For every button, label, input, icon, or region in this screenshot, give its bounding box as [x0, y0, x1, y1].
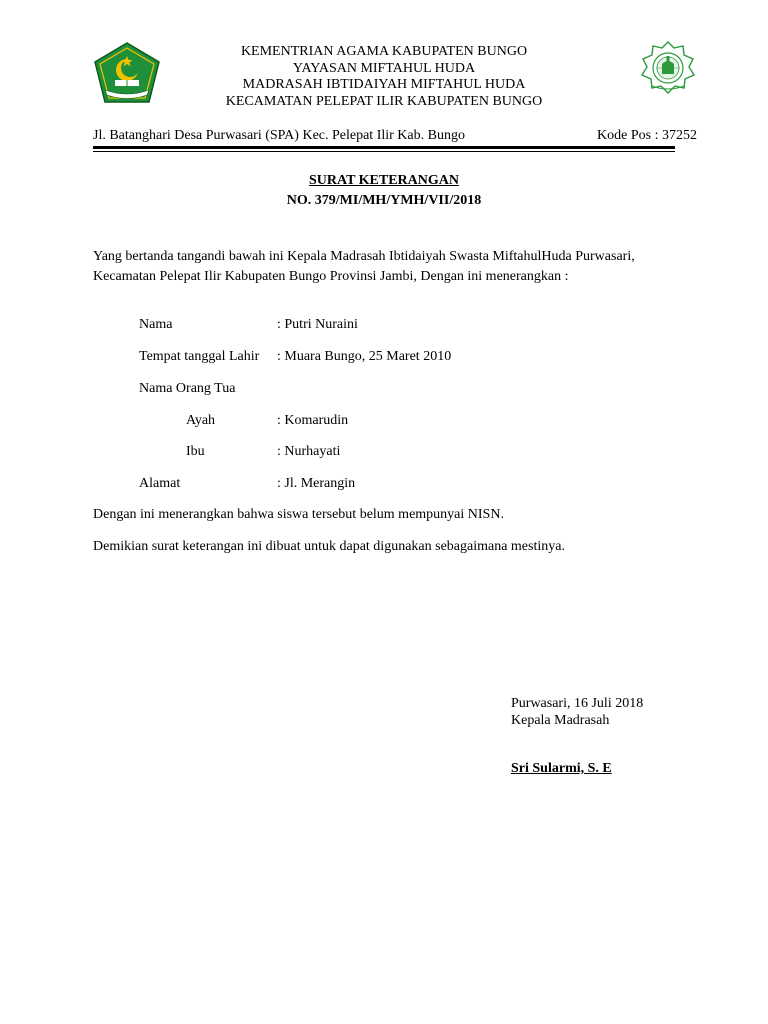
address-label: Alamat [139, 476, 181, 491]
mother-value: : Nurhayati [277, 444, 341, 459]
parents-label: Nama Orang Tua [139, 381, 236, 396]
letterhead-line-2: YAYASAN MIFTAHUL HUDA [292, 60, 476, 76]
header-divider-thin [93, 151, 675, 152]
signer-position: Kepala Madrasah [511, 713, 610, 728]
place-date: Purwasari, 16 Juli 2018 [511, 696, 644, 711]
address-value: : Jl. Merangin [277, 476, 356, 491]
street-address: Jl. Batanghari Desa Purwasari (SPA) Kec. Pelepat Ilir Kab. Bungo [93, 128, 465, 143]
nisn-statement: Dengan ini menerangkan bahwa siswa tersebut belum mempunyai NISN. [93, 507, 504, 522]
document-number: NO. 379/MI/MH/YMH/VII/2018 [286, 193, 482, 208]
signer-name: Sri Sularmi, S. E [511, 761, 612, 776]
intro-paragraph: Yang bertanda tangandi bawah ini Kepala Madrasah Ibtidaiyah Swasta MiftahulHuda Purwasari, Kecamatan Pelepat Ilir Kabupaten Bungo Provinsi Jambi, Dengan ini menerangkan : [93, 249, 635, 284]
document-title-block [0, 171, 768, 211]
signature-block [511, 695, 643, 729]
birth-label: Tempat tanggal Lahir [139, 349, 260, 364]
mother-label: Ibu [186, 444, 205, 459]
letterhead-line-3: MADRASAH IBTIDAIYAH MIFTAHUL HUDA [242, 77, 526, 92]
name-label: Nama [139, 317, 173, 332]
document-title: SURAT KETERANGAN [308, 173, 459, 188]
father-value: : Komarudin [277, 413, 349, 428]
closing-paragraph: Demikian surat keterangan ini dibuat untuk dapat digunakan sebagaimana mestinya. [93, 539, 565, 554]
father-label: Ayah [186, 413, 216, 428]
kemenag-logo [93, 42, 161, 104]
miftahul-huda-logo [638, 40, 698, 96]
postal-code: Kode Pos : 37252 [597, 128, 697, 143]
birth-value: : Muara Bungo, 25 Maret 2010 [277, 349, 452, 364]
name-value: : Putri Nuraini [277, 317, 358, 332]
letterhead-line-4: KECAMATAN PELEPAT ILIR KABUPATEN BUNGO [225, 93, 543, 109]
header-divider-thick [93, 146, 675, 149]
letterhead-line-1: KEMENTRIAN AGAMA KABUPATEN BUNGO [240, 44, 528, 59]
letterhead [170, 44, 598, 110]
